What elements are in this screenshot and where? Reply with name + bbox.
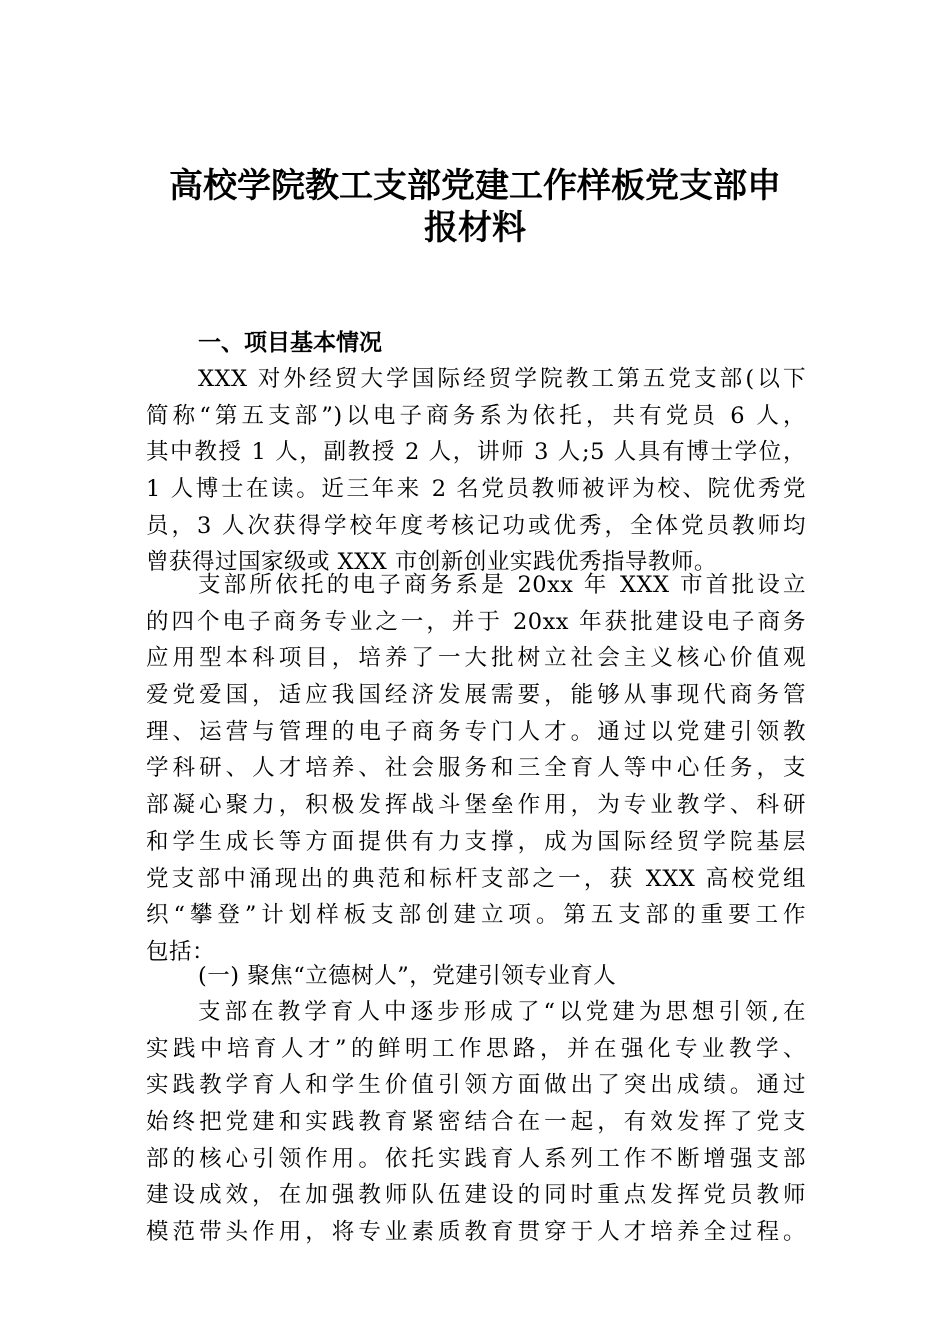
paragraph-line: 的四个电子商务专业之一，并于 20xx 年获批建设电子商务 bbox=[146, 608, 806, 635]
paragraph-line: 实践中培育人才”的鲜明工作思路，并在强化专业教学、 bbox=[146, 1035, 806, 1062]
paragraph-line: 包括： bbox=[146, 938, 216, 965]
paragraph-line: 部的核心引领作用。依托实践育人系列工作不断增强支部 bbox=[146, 1145, 806, 1172]
paragraph-line: 爱党爱国，适应我国经济发展需要，能够从事现代商务管 bbox=[146, 682, 806, 709]
paragraph-line: 其中教授 1 人，副教授 2 人，讲师 3 人;5 人具有博士学位， bbox=[146, 439, 806, 466]
paragraph-line: 和学生成长等方面提供有力支撑，成为国际经贸学院基层 bbox=[146, 828, 806, 855]
paragraph-line: 模范带头作用，将专业素质教育贯穿于人才培养全过程。 bbox=[146, 1219, 806, 1246]
paragraph-3 bbox=[146, 994, 806, 1251]
paragraph-line: XXX 对外经贸大学国际经贸学院教工第五党支部(以下 bbox=[198, 366, 806, 392]
paragraph-line: 部凝心聚力，积极发挥战斗堡垒作用，为专业教学、科研 bbox=[146, 792, 806, 819]
paragraph-line: 1 人博士在读。近三年来 2 名党员教师被评为校、院优秀党 bbox=[146, 476, 806, 503]
sub-heading: (一) 聚焦“立德树人”，党建引领专业育人 bbox=[198, 963, 617, 989]
paragraph-line: 员，3 人次获得学校年度考核记功或优秀，全体党员教师均 bbox=[146, 512, 806, 539]
document-title-line-1: 高校学院教工支部党建工作样板党支部申 bbox=[169, 166, 781, 206]
paragraph-line: 织“攀登”计划样板支部创建立项。第五支部的重要工作 bbox=[146, 902, 806, 929]
paragraph-line: 理、运营与管理的电子商务专门人才。通过以党建引领教 bbox=[146, 718, 806, 745]
paragraph-line: 始终把党建和实践教育紧密结合在一起，有效发挥了党支 bbox=[146, 1109, 806, 1136]
section-heading: 一、项目基本情况 bbox=[198, 330, 382, 356]
paragraph-line: 学科研、人才培养、社会服务和三全育人等中心任务，支 bbox=[146, 755, 806, 782]
paragraph-line: 实践教学育人和学生价值引领方面做出了突出成绩。通过 bbox=[146, 1072, 806, 1099]
paragraph-line: 应用型本科项目，培养了一大批树立社会主义核心价值观 bbox=[146, 645, 806, 672]
document-title-line-2: 报材料 bbox=[424, 208, 526, 248]
paragraph-line: 曾获得过国家级或 XXX 市创新创业实践优秀指导教师。 bbox=[146, 549, 717, 576]
paragraph-line: 支部在教学育人中逐步形成了“以党建为思想引领,在 bbox=[198, 999, 806, 1025]
paragraph-line: 建设成效，在加强教师队伍建设的同时重点发挥党员教师 bbox=[146, 1182, 806, 1209]
paragraph-line: 支部所依托的电子商务系是 20xx 年 XXX 市首批设立 bbox=[198, 572, 806, 598]
paragraph-2 bbox=[146, 567, 806, 971]
paragraph-line: 简称“第五支部”)以电子商务系为依托，共有党员 6 人， bbox=[146, 402, 806, 429]
paragraph-line: 党支部中涌现出的典范和标杆支部之一，获 XXX 高校党组 bbox=[146, 865, 806, 892]
paragraph-1 bbox=[146, 361, 806, 581]
